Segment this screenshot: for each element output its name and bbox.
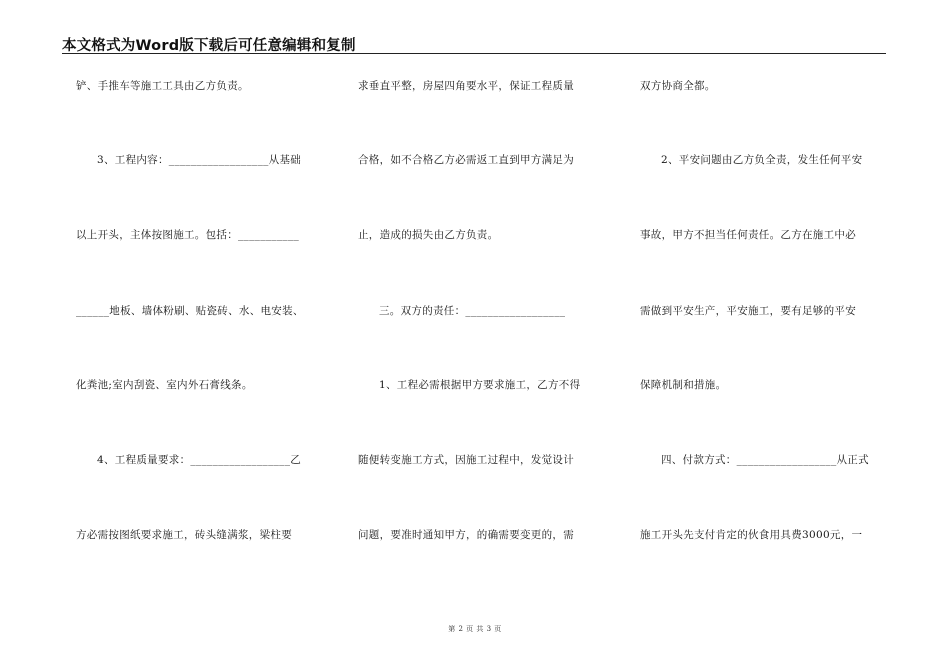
text-line: 求垂直平整，房屋四角要水平，保证工程质量 xyxy=(358,80,574,92)
text-line: 需做到平安生产，平安施工，要有足够的平安 xyxy=(640,305,856,317)
document-header-title: 本文格式为Word版下载后可任意编辑和复制 xyxy=(62,38,356,54)
text-line: 化粪池;室内刮瓷、室内外石膏线条。 xyxy=(76,379,253,391)
text-line: 三。双方的责任：__________________ xyxy=(379,305,566,317)
text-line: 双方协商全都。 xyxy=(640,80,716,92)
text-line: 合格，如不合格乙方必需返工直到甲方满足为 xyxy=(358,154,574,166)
text-line: 四、付款方式：__________________从正式 xyxy=(661,454,869,466)
text-line: ______地板、墙体粉刷、贴瓷砖、水、电安装、 xyxy=(76,305,304,317)
text-line: 事故，甲方不担当任何责任。乙方在施工中必 xyxy=(640,229,856,241)
text-line: 3、工程内容：__________________从基础 xyxy=(97,154,302,166)
text-column-1 xyxy=(76,0,326,672)
text-line: 止，造成的损失由乙方负责。 xyxy=(358,229,499,241)
text-line: 以上开头，主体按图施工。包括：___________ xyxy=(76,229,300,241)
text-line: 2、平安问题由乙方负全责，发生任何平安 xyxy=(661,154,863,166)
text-line: 4、工程质量要求：__________________乙 xyxy=(97,454,302,466)
text-line: 随便转变施工方式，因施工过程中，发觉设计 xyxy=(358,454,574,466)
text-column-2 xyxy=(358,0,608,672)
text-line: 问题，要准时通知甲方，的确需要变更的，需 xyxy=(358,529,574,541)
text-line: 铲、手推车等施工工具由乙方负责。 xyxy=(76,80,249,92)
text-line: 保障机制和措施。 xyxy=(640,379,727,391)
text-line: 1、工程必需根据甲方要求施工，乙方不得 xyxy=(379,379,581,391)
page-number: 第 2 页 共 3 页 xyxy=(448,625,502,633)
text-column-3 xyxy=(640,0,890,672)
text-line: 施工开头先支付肯定的伙食用具费3000元，一 xyxy=(640,529,863,541)
text-line: 方必需按图纸要求施工，砖头缝满浆，梁柱要 xyxy=(76,529,292,541)
